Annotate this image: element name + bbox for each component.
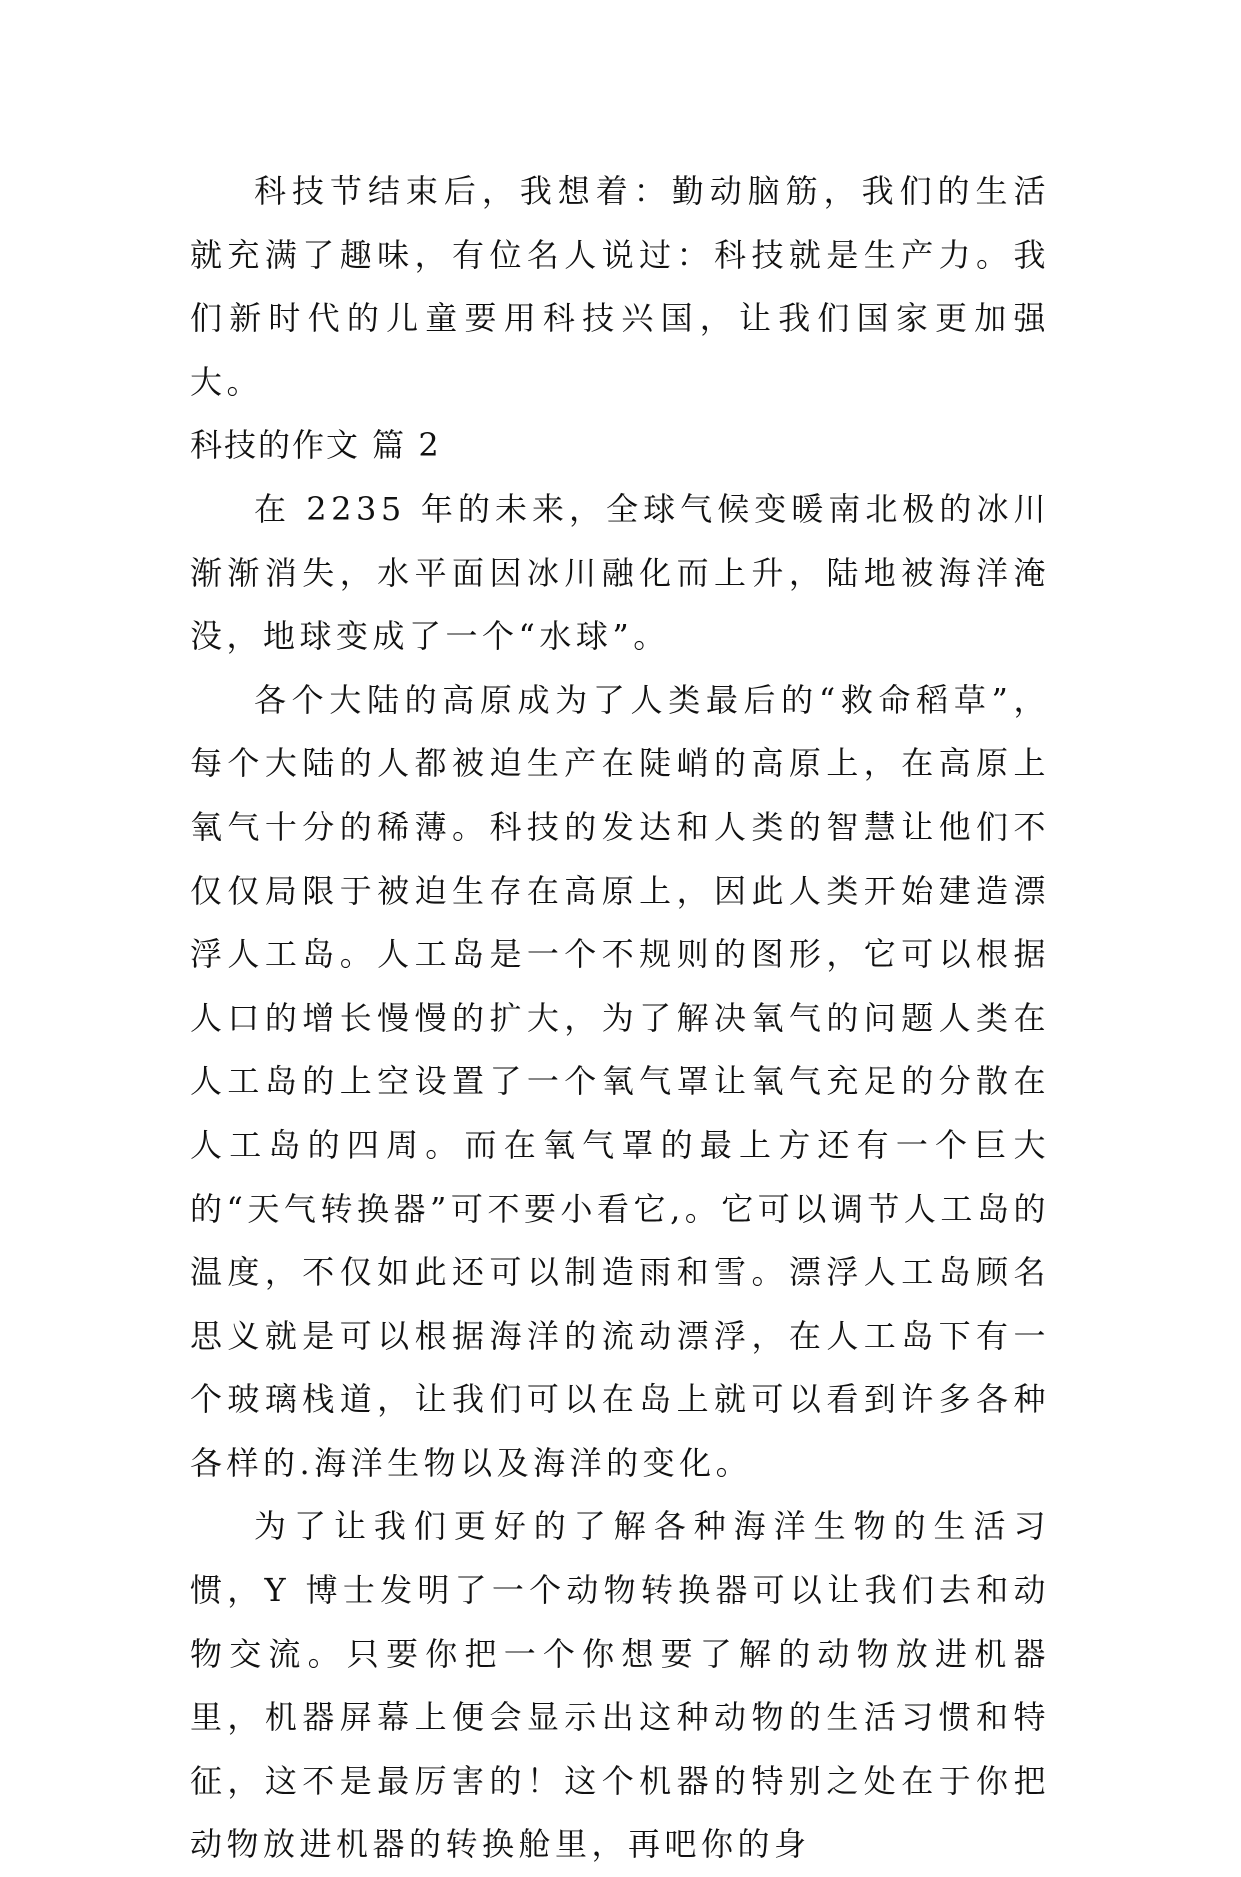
paragraph-future: 在 2235 年的未来，全球气候变暖南北极的冰川渐渐消失，水平面因冰川融化而上升，陆地被海洋淹没，地球变成了一个“水球”。 [190,489,1050,656]
paragraph-floating-island: 各个大陆的高原成为了人类最后的“救命稻草”，每个大陆的人都被迫生产在陡峭的高原上，在高原上氧气十分的稀薄。科技的发达和人类的智慧让他们不仅仅局限于被迫生存在高原上，因此人类开始建造漂浮人工岛。人工岛是一个不规则的图形，它可以根据人口的增长慢慢的扩大，为了解决氧气的问题人类在人工岛的上空设置了一个氧气罩让氧气充足的分散在人工岛的四周。而在氧气罩的最上方还有一个巨大的“天气转换器”可不要小看它,。它可以调节人工岛的温度，不仅如此还可以制造雨和雪。漂浮人工岛顾名思义就是可以根据海洋的流动漂浮，在人工岛下有一个玻璃栈道，让我们可以在岛上就可以看到许多各种各样的.海洋生物以及海洋的变化。 [190,680,1050,1482]
essay-heading: 科技的作文 篇 2 [190,426,441,465]
paragraph-animal-converter: 为了让我们更好的了解各种海洋生物的生活习惯，Y 博士发明了一个动物转换器可以让我们去和动物交流。只要你把一个你想要了解的动物放进机器里，机器屏幕上便会显示出这种动物的生活习惯和特征，这不是最厉害的！这个机器的特别之处在于你把动物放进机器的转换舱里，再吧你的身 [190,1507,1050,1864]
paragraph-conclusion: 科技节结束后，我想着：勤动脑筋，我们的生活就充满了趣味，有位名人说过：科技就是生产力。我们新时代的儿童要用科技兴国，让我们国家更加强大。 [190,172,1050,401]
document-body [190,160,1050,1877]
